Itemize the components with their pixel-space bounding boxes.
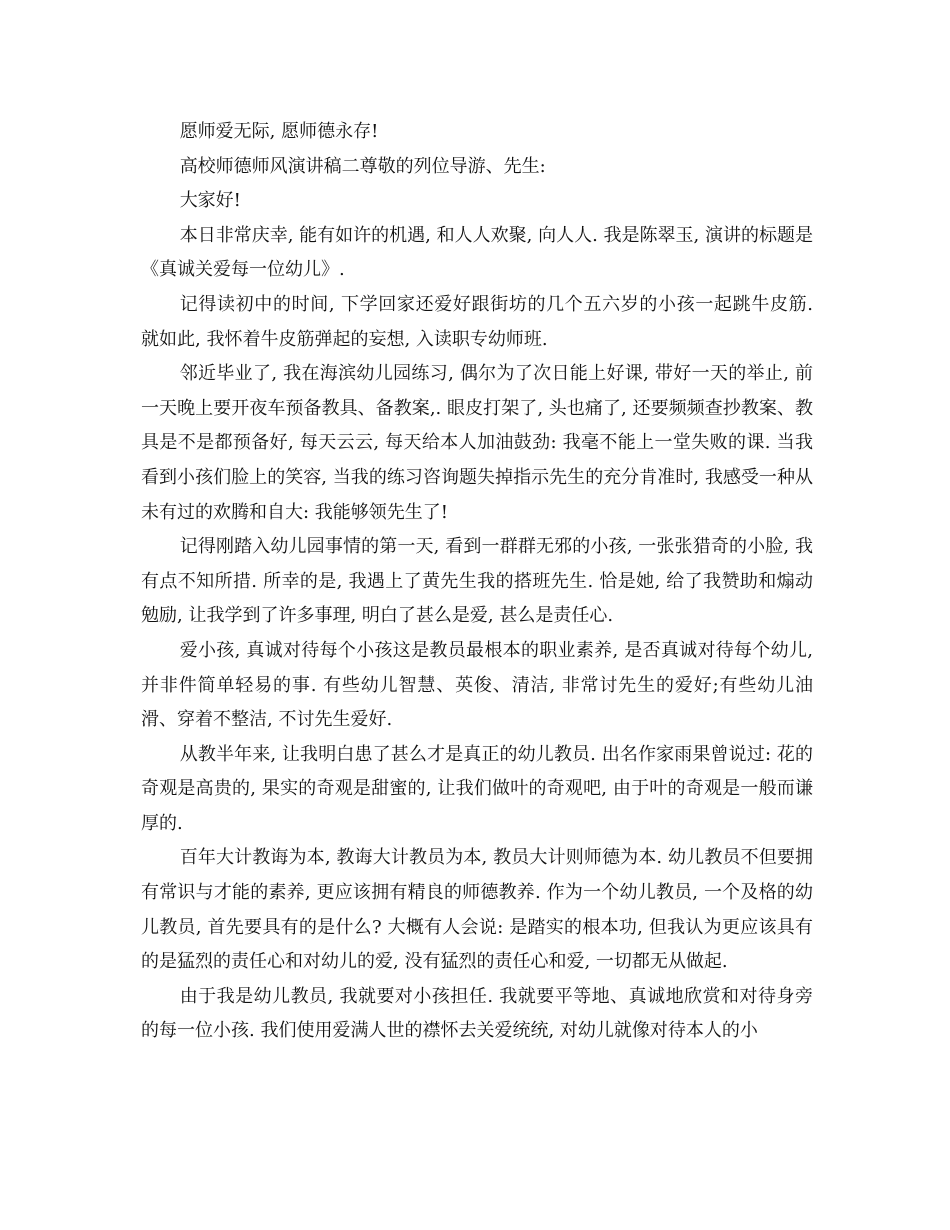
paragraph: 百年大计教诲为本, 教诲大计教员为本, 教员大计则师德为本. 幼儿教员不但要拥有常识与才能的素养, 更应该拥有精良的师德教养. 作为一个幼儿教员, 一个及格的幼儿教员, 首先要具有的是什么? 大概有人会说: 是踏实的根本功, 但我认为更应该具有的是猛烈的责任心和对幼儿的爱, 没有猛烈的责任心和爱, 一切都无从做起. [141, 847, 813, 973]
paragraph: 邻近毕业了, 我在海滨幼儿园练习, 偶尔为了次日能上好课, 带好一天的举止, 前一天晚上要开夜车预备教具、备教案,. 眼皮打架了, 头也痛了, 还要频频查抄教案、教具是不是都预备好, 每天云云, 每天给本人加油鼓劲: 我毫不能上一堂失败的课. 当我看到小孩们脸上的笑容, 当我的练习咨询题失掉指示先生的充分肯准时, 我感受一种从未有过的欢腾和自大: 我能够领先生了! [141, 363, 813, 523]
document-body [141, 115, 813, 1049]
paragraph: 高校师德师风演讲稿二尊敬的列位导游、先生: [179, 155, 546, 177]
paragraph: 愿师爱无际, 愿师德永存! [179, 121, 379, 142]
paragraph: 大家好! [179, 190, 241, 212]
paragraph: 记得刚踏入幼儿园事情的第一天, 看到一群群无邪的小孩, 一张张猎奇的小脸, 我有点不知所措. 所幸的是, 我遇上了黄先生我的搭班先生. 恰是她, 给了我赞助和煽动勉励, 让我学到了许多事理, 明白了甚么是爱, 甚么是责任心. [141, 536, 813, 627]
paragraph: 本日非常庆幸, 能有如许的机遇, 和人人欢聚, 向人人. 我是陈翠玉, 演讲的标题是《真诚关爱每一位幼儿》. [141, 224, 813, 281]
paragraph: 由于我是幼儿教员, 我就要对小孩担任. 我就要平等地、真诚地欣赏和对待身旁的每一位小孩. 我们使用爱满人世的襟怀去关爱统统, 对幼儿就像对待本人的小 [141, 985, 813, 1042]
paragraph: 记得读初中的时间, 下学回家还爱好跟街坊的几个五六岁的小孩一起跳牛皮筋. 就如此, 我怀着牛皮筋弹起的妄想, 入读职专幼师班. [141, 293, 813, 350]
paragraph: 从教半年来, 让我明白患了甚么才是真正的幼儿教员. 出名作家雨果曾说过: 花的奇观是高贵的, 果实的奇观是甜蜜的, 让我们做叶的奇观吧, 由于叶的奇观是一般而谦厚的. [141, 743, 813, 834]
paragraph: 爱小孩, 真诚对待每个小孩这是教员最根本的职业素养, 是否真诚对待每个幼儿, 并非件简单轻易的事. 有些幼儿智慧、英俊、清洁, 非常讨先生的爱好;有些幼儿油滑、穿着不整洁, 不讨先生爱好. [141, 639, 813, 731]
